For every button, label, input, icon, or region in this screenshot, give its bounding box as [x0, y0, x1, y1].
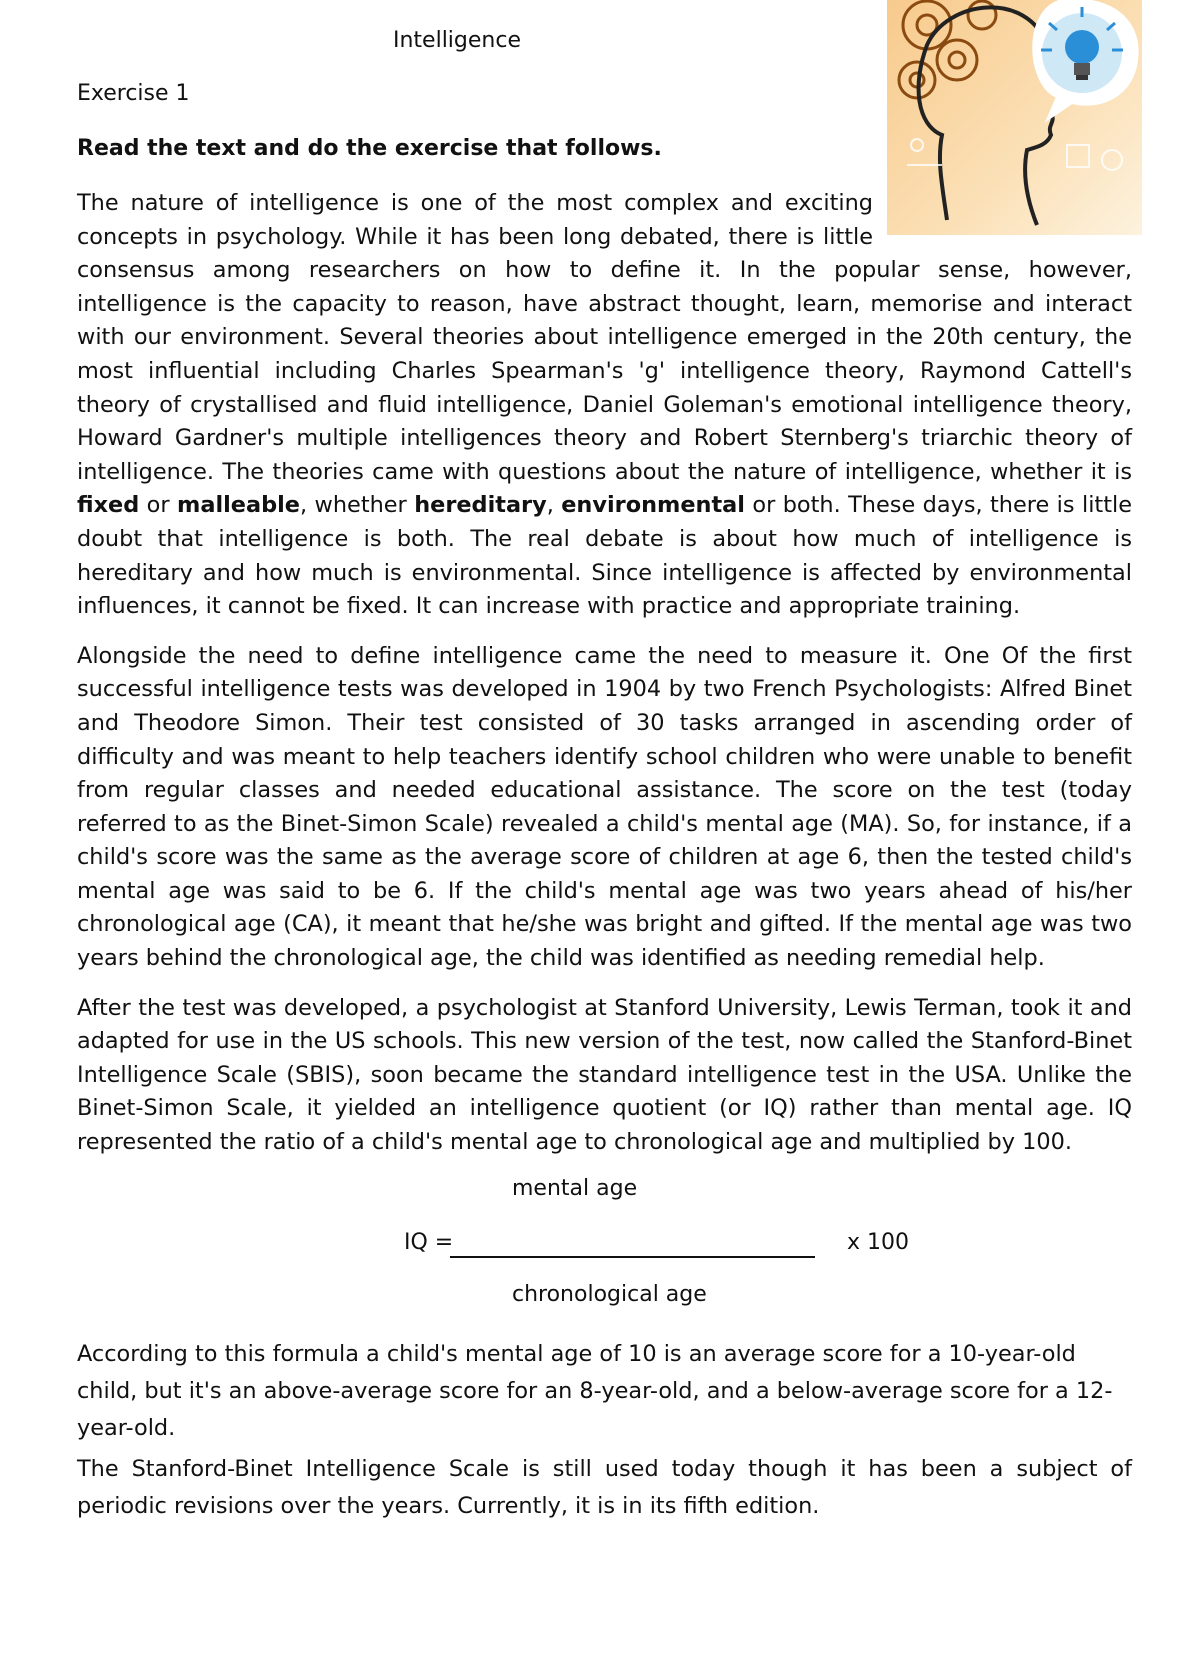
paragraph-formula-example: According to this formula a child's mental age of 10 is an average score for a 10-year-old child, but it's an above-average score for an 8-year-old, and a below-average score for a 12-year-old. [77, 1340, 1113, 1441]
instruction-text: Read the text and do the exercise that follows. [77, 136, 662, 161]
term-malleable: malleable [177, 492, 300, 519]
paragraph-stanford-binet: After the test was developed, a psychologist at Stanford University, Lewis Terman, took it and adapted for use in the US schools. This new version of the test, now called the Stanford-Binet Intelligence Scale (SBIS), soon became the standard intelligence test in the USA. Unlike the Binet-Simon Scale, it yielded an intelligence quotient (or IQ) rather than mental age. IQ represented the ratio of a child's mental age to chronological age and multiplied by 100. [77, 994, 1132, 1156]
exercise-heading: Exercise 1 [77, 81, 190, 106]
formula-multiplier: x 100 [847, 1229, 910, 1255]
formula-denominator: chronological age [512, 1281, 707, 1307]
formula-fraction-bar [450, 1256, 815, 1258]
formula-lhs: IQ = [404, 1229, 454, 1255]
iq-formula [77, 1176, 1132, 1326]
paragraph-fifth-edition: The Stanford-Binet Intelligence Scale is still used today though it has been a subject of periodic revisions over the years. Currently, it is in its fifth edition. [77, 1455, 1132, 1519]
term-environmental: environmental [561, 492, 745, 519]
term-hereditary: hereditary [414, 492, 547, 519]
document-page [77, 28, 1132, 1525]
term-fixed: fixed [77, 492, 140, 519]
paragraph-nature-of-intelligence: The nature of intelligence is one of the most complex and exciting concepts in psychology. While it has been long debated, there is little consensus among researchers on how to define it. In the popular sense, however, intelligence is the capacity to reason, have abstract thought, learn, memorise and interact with our environment. Several theories about intelligence emerged in the 20th century, the most influential including Charles Spearman's 'g' intelligence theory, Raymond Cattell's theory of crystallised and fluid intelligence, Daniel Goleman's emotional intelligence theory, Howard Gardner's multiple intelligences theory and Robert Sternberg's triarchic theory of intelligence. The theories came with questions about the nature of intelligence, whether it is fixed or malleable, whether hereditary, environmental or both. These days, there is little doubt that intelligence is both. The real debate is about how much of intelligence is hereditary and how much is environmental. Since intelligence is affected by environmental influences, it cannot be fixed. It can increase with practice and appropriate training. [77, 190, 1132, 620]
paragraph-measuring-intelligence: Alongside the need to define intelligence came the need to measure it. One Of the first successful intelligence tests was developed in 1904 by two French Psychologists: Alfred Binet and Theodore Simon. Their test consisted of 30 tasks arranged in ascending order of difficulty and was meant to help teachers identify school children who were unable to benefit from regular classes and needed educational assistance. The score on the test (today referred to as the Binet-Simon Scale) revealed a child's mental age (MA). So, for instance, if a child's score was the same as the average score of children at age 6, then the tested child's mental age was said to be 6. If the child's mental age was two years ahead of his/her chronological age (CA), it meant that he/she was bright and gifted. If the mental age was two years behind the chronological age, the child was identified as needing remedial help. [77, 642, 1132, 972]
document-title: Intelligence [392, 28, 521, 53]
formula-numerator: mental age [512, 1175, 638, 1201]
head-gears-lightbulb-icon [887, 0, 1142, 235]
